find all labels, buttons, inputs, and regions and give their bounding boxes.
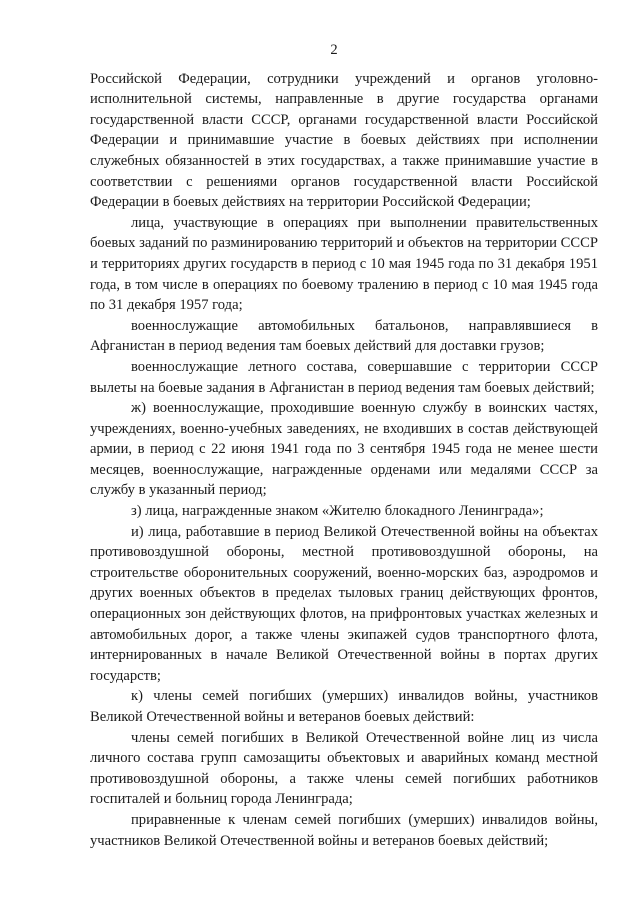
paragraph-item-k: к) члены семей погибших (умерших) инвалидов войны, участников Великой Отечественной войны и ветеранов боевых действий:	[90, 688, 598, 725]
paragraph-family-members-leningrad: члены семей погибших в Великой Отечественной войне лиц из числа личного состава групп самозащиты объектовых и аварийных команд местной противовоздушной обороны, а также члены семей погибших работников госпиталей и больниц города Ленинграда;	[90, 729, 598, 808]
paragraph-auto-battalions: военнослужащие автомобильных батальонов, направлявшиеся в Афганистан в период ведения там боевых действий для доставки грузов;	[90, 317, 598, 355]
paragraph-item-zh: ж) военнослужащие, проходившие военную службу в воинских частях, учреждениях, военно-учебных заведениях, не входивших в состав действующей армии, в период с 22 июня 1941 года по 3 сентября 1945 года не менее шести месяцев, военнослужащие, награжденные орденами или медалями СССР за службу в указанный период;	[90, 400, 598, 499]
paragraph-demining-personnel: лица, участвующие в операциях при выполнении правительственных боевых заданий по разминированию территорий и объектов на территории СССР и территориях других государств в период с 10 мая 1945 года по 31 декабря 1951 года, в том числе в операциях по боевому тралению в период с 10 мая 1945 года по 31 декабря 1957 года;	[90, 214, 598, 314]
paragraph-equivalent-family-members: приравненные к членам семей погибших (умерших) инвалидов войны, участников Великой Отечественной войны и ветеранов боевых действий;	[90, 811, 598, 849]
page-number: 2	[330, 42, 338, 58]
paragraph-item-i: и) лица, работавшие в период Великой Отечественной войны на объектах противовоздушной обороны, местной противовоздушной обороны, на строительстве оборонительных сооружений, военно-морских баз, аэродромов и других военных объектов в пределах тыловых границ действующих фронтов, операционных зон действующих флотов, на прифронтовых участках железных и автомобильных дорог, а также члены экипажей судов транспортного флота, интернированных в начале Великой Отечественной войны в портах других государств;	[90, 523, 598, 684]
paragraph-continuation: Российской Федерации, сотрудники учреждений и органов уголовно-исполнительной системы, направленные в другие государства органами государственной власти СССР, органами государственной власти Российской Федерации и принимавшие участие в боевых действиях при исполнении служебных обязанностей в этих государствах, а также принимавшие участие в соответствии с решениями органов государственной власти Российской Федерации в боевых действиях на территории Российской Федерации;	[90, 70, 598, 211]
paragraph-item-z: з) лица, награжденные знаком «Жителю блокадного Ленинграда»;	[131, 503, 544, 520]
paragraph-flight-crew: военнослужащие летного состава, совершавшие с территории СССР вылеты на боевые задания в Афганистан в период ведения там боевых действий;	[90, 358, 598, 396]
